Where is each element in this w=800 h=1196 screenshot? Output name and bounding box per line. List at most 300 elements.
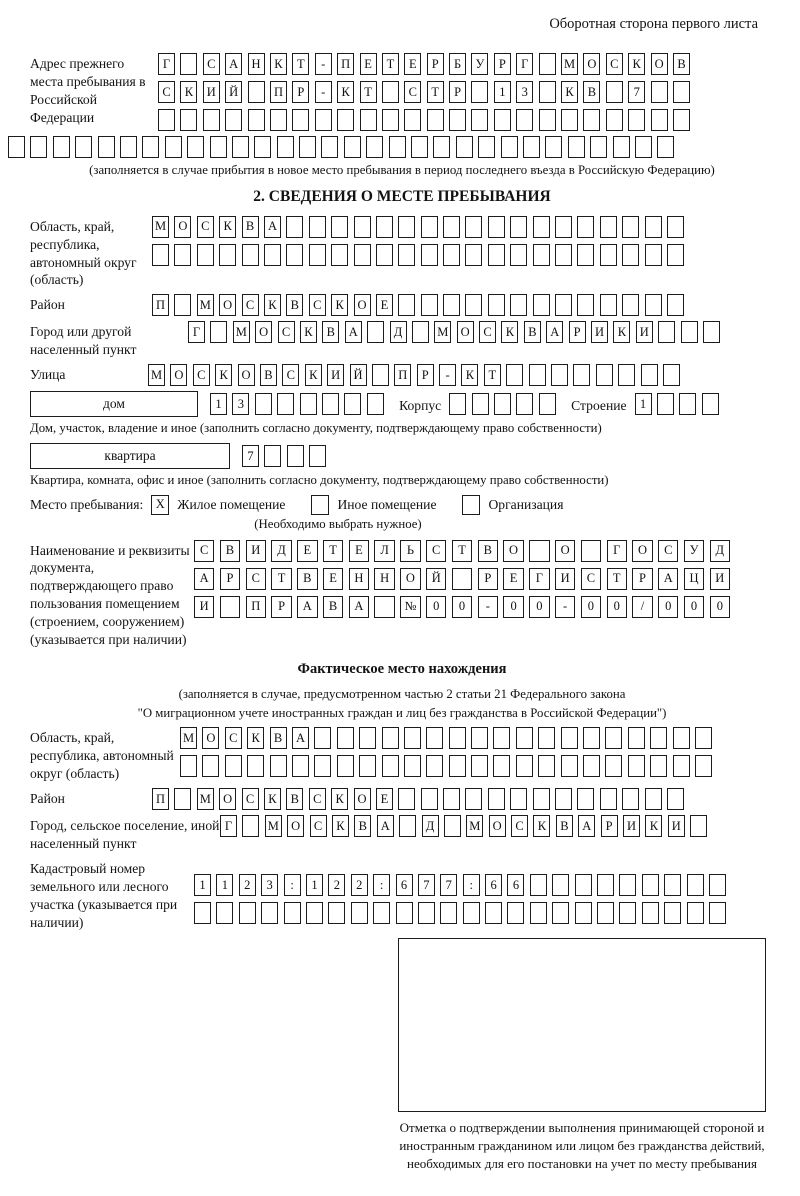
char-box: А bbox=[345, 321, 362, 343]
char-box bbox=[284, 902, 301, 924]
char-box bbox=[225, 755, 242, 777]
char-box: В bbox=[524, 321, 541, 343]
cadastral-block bbox=[30, 858, 774, 932]
char-box bbox=[220, 596, 240, 618]
char-box bbox=[642, 902, 659, 924]
char-box bbox=[510, 216, 527, 238]
char-box: М bbox=[233, 321, 250, 343]
char-box: Р bbox=[601, 815, 618, 837]
char-box bbox=[628, 755, 645, 777]
actual-location-title: Фактическое место нахождения bbox=[297, 661, 507, 678]
char-box: А bbox=[546, 321, 563, 343]
char-box: Т bbox=[452, 540, 472, 562]
char-box bbox=[494, 393, 511, 415]
city-label: Город или другой населенный пункт bbox=[30, 324, 137, 358]
char-box bbox=[120, 136, 137, 158]
cadastral-row-1 bbox=[194, 874, 731, 896]
char-box bbox=[232, 136, 249, 158]
char-box: В bbox=[323, 596, 343, 618]
char-box bbox=[628, 727, 645, 749]
prev-address-rows bbox=[158, 53, 695, 131]
actual-district-block bbox=[30, 788, 774, 810]
char-box bbox=[300, 393, 317, 415]
char-box: Д bbox=[710, 540, 730, 562]
char-box bbox=[219, 244, 236, 266]
region-label: Область, край, республика, автономный округ (область) bbox=[30, 218, 137, 288]
char-box bbox=[367, 321, 384, 343]
char-box: В bbox=[220, 540, 240, 562]
char-box bbox=[247, 755, 264, 777]
char-box: О bbox=[202, 727, 219, 749]
char-box bbox=[539, 393, 556, 415]
char-box bbox=[322, 393, 339, 415]
char-box bbox=[478, 136, 495, 158]
char-box bbox=[577, 216, 594, 238]
char-box bbox=[488, 294, 505, 316]
char-box bbox=[443, 788, 460, 810]
char-box bbox=[539, 81, 556, 103]
char-box: 0 bbox=[658, 596, 678, 618]
char-box: И bbox=[710, 568, 730, 590]
char-box bbox=[427, 109, 444, 131]
char-box bbox=[581, 540, 601, 562]
document-row-1 bbox=[194, 540, 735, 562]
char-box bbox=[465, 294, 482, 316]
char-box bbox=[516, 109, 533, 131]
char-box: И bbox=[194, 596, 214, 618]
stroenie-row bbox=[635, 393, 725, 415]
char-box: 7 bbox=[440, 874, 457, 896]
option-other-premises-label: Иное помещение bbox=[337, 496, 437, 512]
char-box bbox=[577, 294, 594, 316]
char-box bbox=[555, 294, 572, 316]
char-box bbox=[606, 109, 623, 131]
char-box: Н bbox=[349, 568, 369, 590]
char-box bbox=[309, 216, 326, 238]
char-box: Ц bbox=[684, 568, 704, 590]
char-box: М bbox=[152, 216, 169, 238]
char-box: С bbox=[658, 540, 678, 562]
char-box: С bbox=[158, 81, 175, 103]
district-row bbox=[152, 294, 689, 316]
stay-type-label: Место пребывания: bbox=[30, 496, 144, 512]
char-box: К bbox=[270, 53, 287, 75]
char-box bbox=[523, 136, 540, 158]
char-box: С bbox=[404, 81, 421, 103]
char-box bbox=[443, 244, 460, 266]
actual-region-rows bbox=[180, 727, 717, 777]
option-organization-label: Организация bbox=[488, 496, 564, 512]
char-box: В bbox=[260, 364, 277, 386]
char-box: Е bbox=[376, 788, 393, 810]
char-box: С bbox=[511, 815, 528, 837]
char-box bbox=[382, 727, 399, 749]
actual-city-row bbox=[220, 815, 713, 837]
char-box: 6 bbox=[396, 874, 413, 896]
char-box bbox=[664, 902, 681, 924]
char-box bbox=[507, 902, 524, 924]
char-box bbox=[194, 902, 211, 924]
char-box bbox=[270, 109, 287, 131]
char-box: Н bbox=[248, 53, 265, 75]
char-box bbox=[404, 109, 421, 131]
section2-title: 2. СВЕДЕНИЯ О МЕСТЕ ПРЕБЫВАНИЯ bbox=[253, 187, 551, 205]
char-box: 6 bbox=[507, 874, 524, 896]
char-box bbox=[658, 321, 675, 343]
char-box: О bbox=[555, 540, 575, 562]
char-box: 2 bbox=[328, 874, 345, 896]
char-box: М bbox=[466, 815, 483, 837]
char-box: К bbox=[533, 815, 550, 837]
actual-location-caption-1: (заполняется в случае, предусмотренном частью 2 статьи 21 Федерального закона bbox=[178, 687, 626, 702]
char-box bbox=[651, 109, 668, 131]
char-box bbox=[187, 136, 204, 158]
char-box: Е bbox=[297, 540, 317, 562]
char-box bbox=[248, 109, 265, 131]
char-box bbox=[575, 874, 592, 896]
char-box: П bbox=[270, 81, 287, 103]
char-box: Й bbox=[350, 364, 367, 386]
char-box bbox=[600, 216, 617, 238]
char-box bbox=[600, 294, 617, 316]
document-row-2 bbox=[194, 568, 735, 590]
char-box bbox=[202, 755, 219, 777]
char-box bbox=[555, 788, 572, 810]
char-box bbox=[359, 755, 376, 777]
char-box: Р bbox=[494, 53, 511, 75]
char-box bbox=[575, 902, 592, 924]
char-box bbox=[449, 727, 466, 749]
char-box bbox=[465, 788, 482, 810]
stamp-caption: Отметка о подтверждении выполнения принимающей стороной и иностранным гражданином или лицом без гражданства действий, необходимых для его постановки на учет по месту пребывания bbox=[399, 1119, 765, 1171]
prev-address-row-3 bbox=[158, 109, 695, 131]
char-box: А bbox=[264, 216, 281, 238]
actual-city-label: Город, сельское поселение, иной населенный пункт bbox=[30, 818, 220, 852]
actual-region-row-2 bbox=[180, 755, 717, 777]
apartment-row bbox=[242, 445, 332, 467]
char-box bbox=[174, 244, 191, 266]
char-box: Б bbox=[449, 53, 466, 75]
char-box: А bbox=[297, 596, 317, 618]
char-box bbox=[98, 136, 115, 158]
char-box bbox=[242, 244, 259, 266]
checkbox-residential: X bbox=[151, 495, 169, 515]
char-box bbox=[421, 788, 438, 810]
char-box bbox=[516, 393, 533, 415]
char-box bbox=[309, 244, 326, 266]
char-box bbox=[367, 393, 384, 415]
char-box bbox=[354, 216, 371, 238]
char-box: Д bbox=[390, 321, 407, 343]
char-box: О bbox=[651, 53, 668, 75]
char-box bbox=[539, 53, 556, 75]
char-box bbox=[180, 53, 197, 75]
char-box: С bbox=[581, 568, 601, 590]
prev-address-label: Адрес прежнего места пребывания в Российской Федерации bbox=[30, 56, 146, 125]
char-box bbox=[321, 136, 338, 158]
char-box bbox=[596, 364, 613, 386]
char-box: 1 bbox=[194, 874, 211, 896]
char-box: 0 bbox=[452, 596, 472, 618]
char-box bbox=[552, 902, 569, 924]
char-box: К bbox=[628, 53, 645, 75]
char-box bbox=[197, 244, 214, 266]
korpus-label: Корпус bbox=[399, 397, 442, 413]
char-box: 0 bbox=[503, 596, 523, 618]
char-box: О bbox=[400, 568, 420, 590]
char-box bbox=[561, 109, 578, 131]
char-box: Т bbox=[271, 568, 291, 590]
char-box bbox=[533, 216, 550, 238]
char-box: М bbox=[197, 294, 214, 316]
char-box bbox=[645, 788, 662, 810]
cadastral-rows bbox=[194, 858, 731, 924]
char-box bbox=[452, 568, 472, 590]
house-block bbox=[30, 391, 774, 417]
district-label: Район bbox=[30, 297, 65, 313]
char-box bbox=[613, 136, 630, 158]
char-box: Р bbox=[569, 321, 586, 343]
char-box: В bbox=[286, 788, 303, 810]
char-box: И bbox=[246, 540, 266, 562]
char-box: И bbox=[668, 815, 685, 837]
char-box: 2 bbox=[351, 874, 368, 896]
char-box bbox=[344, 393, 361, 415]
region-block bbox=[30, 216, 774, 290]
house-box-label: дом bbox=[30, 391, 198, 417]
char-box bbox=[622, 294, 639, 316]
korpus-row bbox=[449, 393, 561, 415]
char-box: С bbox=[225, 727, 242, 749]
char-box bbox=[8, 136, 25, 158]
char-box: Р bbox=[271, 596, 291, 618]
char-box: Е bbox=[404, 53, 421, 75]
char-box bbox=[471, 755, 488, 777]
prev-address-row-4 bbox=[8, 136, 774, 158]
char-box: С bbox=[426, 540, 446, 562]
char-box: К bbox=[331, 788, 348, 810]
char-box bbox=[516, 727, 533, 749]
char-box: Л bbox=[374, 540, 394, 562]
char-box: В bbox=[556, 815, 573, 837]
char-box bbox=[399, 815, 416, 837]
apartment-block bbox=[30, 443, 774, 469]
street-row bbox=[148, 364, 685, 386]
char-box: 0 bbox=[710, 596, 730, 618]
region-rows bbox=[152, 216, 689, 266]
char-box bbox=[306, 902, 323, 924]
char-box bbox=[351, 902, 368, 924]
char-box bbox=[538, 755, 555, 777]
char-box: В bbox=[297, 568, 317, 590]
char-box bbox=[242, 815, 259, 837]
char-box bbox=[382, 109, 399, 131]
char-box: Е bbox=[323, 568, 343, 590]
char-box bbox=[555, 216, 572, 238]
char-box: А bbox=[658, 568, 678, 590]
char-box: Т bbox=[360, 81, 377, 103]
char-box bbox=[516, 755, 533, 777]
prev-address-block bbox=[30, 53, 774, 131]
char-box bbox=[687, 902, 704, 924]
cadastral-label: Кадастровый номер земельного или лесного участка (указывается при наличии) bbox=[30, 861, 178, 930]
char-box: 7 bbox=[418, 874, 435, 896]
char-box: М bbox=[148, 364, 165, 386]
char-box: У bbox=[684, 540, 704, 562]
char-box: 1 bbox=[216, 874, 233, 896]
char-box bbox=[174, 294, 191, 316]
char-box bbox=[667, 788, 684, 810]
char-box: К bbox=[461, 364, 478, 386]
char-box: А bbox=[578, 815, 595, 837]
char-box bbox=[622, 216, 639, 238]
char-box: : bbox=[373, 874, 390, 896]
char-box: А bbox=[349, 596, 369, 618]
char-box: 7 bbox=[242, 445, 259, 467]
char-box: С bbox=[310, 815, 327, 837]
char-box bbox=[645, 244, 662, 266]
char-box bbox=[398, 244, 415, 266]
char-box bbox=[456, 136, 473, 158]
char-box bbox=[254, 136, 271, 158]
actual-region-row-1 bbox=[180, 727, 717, 749]
char-box: О bbox=[583, 53, 600, 75]
char-box bbox=[510, 244, 527, 266]
char-box bbox=[667, 294, 684, 316]
char-box: П bbox=[337, 53, 354, 75]
char-box: В bbox=[478, 540, 498, 562]
char-box bbox=[673, 81, 690, 103]
char-box bbox=[389, 136, 406, 158]
page-side-note: Оборотная сторона первого листа bbox=[549, 16, 758, 32]
char-box bbox=[618, 364, 635, 386]
char-box bbox=[583, 755, 600, 777]
char-box: Д bbox=[422, 815, 439, 837]
char-box bbox=[418, 902, 435, 924]
char-box bbox=[493, 755, 510, 777]
char-box bbox=[561, 727, 578, 749]
char-box bbox=[622, 244, 639, 266]
char-box bbox=[471, 727, 488, 749]
char-box bbox=[510, 788, 527, 810]
actual-location-caption-2: "О миграционном учете иностранных граждан и лиц без гражданства в Российской Федерации") bbox=[137, 705, 667, 720]
char-box bbox=[568, 136, 585, 158]
char-box bbox=[277, 393, 294, 415]
char-box bbox=[158, 109, 175, 131]
char-box bbox=[433, 136, 450, 158]
actual-region-block bbox=[30, 727, 774, 783]
char-box bbox=[354, 244, 371, 266]
char-box bbox=[374, 596, 394, 618]
char-box: А bbox=[292, 727, 309, 749]
char-box: Г bbox=[516, 53, 533, 75]
char-box: 3 bbox=[232, 393, 249, 415]
char-box bbox=[539, 109, 556, 131]
char-box bbox=[642, 874, 659, 896]
char-box: В bbox=[242, 216, 259, 238]
char-box: К bbox=[305, 364, 322, 386]
char-box bbox=[650, 755, 667, 777]
char-box bbox=[331, 216, 348, 238]
char-box bbox=[382, 755, 399, 777]
char-box: 2 bbox=[239, 874, 256, 896]
char-box bbox=[628, 109, 645, 131]
char-box bbox=[538, 727, 555, 749]
char-box: О bbox=[457, 321, 474, 343]
char-box bbox=[331, 244, 348, 266]
char-box: Д bbox=[271, 540, 291, 562]
char-box: Р bbox=[417, 364, 434, 386]
char-box: С bbox=[278, 321, 295, 343]
char-box bbox=[216, 902, 233, 924]
cadastral-row-2 bbox=[194, 902, 731, 924]
char-box: Й bbox=[225, 81, 242, 103]
stamp-area bbox=[398, 938, 766, 1112]
char-box bbox=[270, 755, 287, 777]
char-box: М bbox=[197, 788, 214, 810]
char-box: О bbox=[219, 788, 236, 810]
char-box: О bbox=[354, 294, 371, 316]
char-box: Т bbox=[607, 568, 627, 590]
char-box bbox=[421, 244, 438, 266]
char-box: А bbox=[225, 53, 242, 75]
char-box: П bbox=[152, 788, 169, 810]
char-box: 1 bbox=[635, 393, 652, 415]
region-row-2 bbox=[152, 244, 689, 266]
char-box: О bbox=[174, 216, 191, 238]
char-box: С bbox=[242, 294, 259, 316]
char-box bbox=[664, 874, 681, 896]
char-box: Г bbox=[188, 321, 205, 343]
char-box: 0 bbox=[426, 596, 446, 618]
char-box bbox=[165, 136, 182, 158]
char-box: : bbox=[463, 874, 480, 896]
char-box bbox=[53, 136, 70, 158]
char-box: С bbox=[606, 53, 623, 75]
document-row-3 bbox=[194, 596, 735, 618]
char-box bbox=[709, 902, 726, 924]
char-box bbox=[663, 364, 680, 386]
char-box bbox=[551, 364, 568, 386]
char-box bbox=[449, 393, 466, 415]
char-box: Р bbox=[220, 568, 240, 590]
region-row-1 bbox=[152, 216, 689, 238]
char-box: В bbox=[673, 53, 690, 75]
char-box bbox=[673, 727, 690, 749]
char-box: О bbox=[632, 540, 652, 562]
apartment-box-label: квартира bbox=[30, 443, 230, 469]
char-box: Р bbox=[292, 81, 309, 103]
char-box: Е bbox=[503, 568, 523, 590]
char-box bbox=[488, 244, 505, 266]
char-box: У bbox=[471, 53, 488, 75]
char-box: С bbox=[193, 364, 210, 386]
char-box: - bbox=[315, 81, 332, 103]
char-box: О bbox=[238, 364, 255, 386]
char-box bbox=[690, 815, 707, 837]
char-box: М bbox=[180, 727, 197, 749]
char-box bbox=[463, 902, 480, 924]
char-box bbox=[398, 294, 415, 316]
char-box: С bbox=[194, 540, 214, 562]
char-box bbox=[555, 244, 572, 266]
char-box: 0 bbox=[684, 596, 704, 618]
actual-district-label: Район bbox=[30, 791, 65, 807]
char-box: С bbox=[282, 364, 299, 386]
char-box: С bbox=[479, 321, 496, 343]
char-box bbox=[180, 109, 197, 131]
char-box: - bbox=[478, 596, 498, 618]
